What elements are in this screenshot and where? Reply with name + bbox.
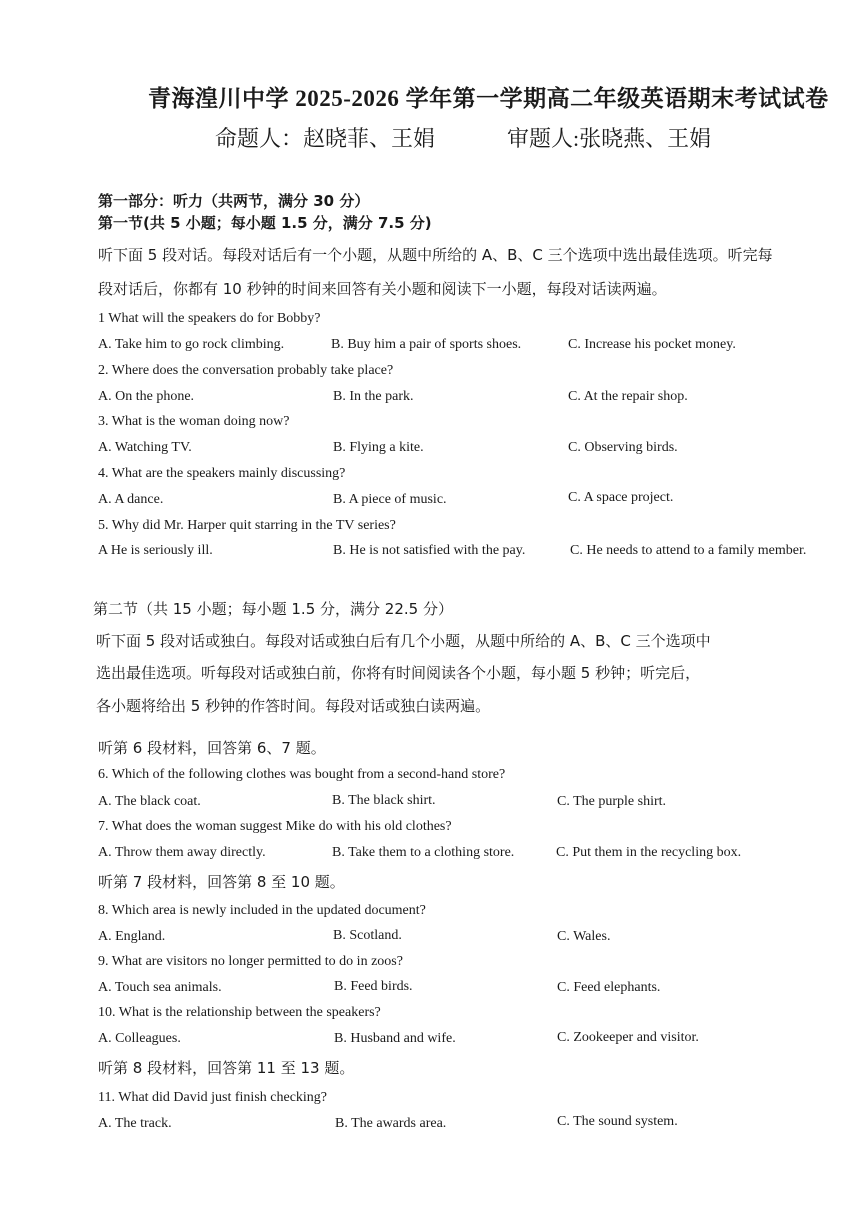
part1-heading: 第一部分：听力（共两节，满分 30 分） <box>98 192 370 210</box>
q6-option-b: B. The black shirt. <box>332 793 436 808</box>
setters-line: 命题人：赵晓菲、王娟 <box>215 126 436 151</box>
exam-title: 青海湟川中学 2025-2026 学年第一学期高二年级英语期末考试试卷 <box>148 86 829 111</box>
q10-option-b: B. Husband and wife. <box>334 1031 456 1046</box>
q10-option-a: A. Colleagues. <box>98 1031 181 1046</box>
q9-option-a: A. Touch sea animals. <box>98 980 222 995</box>
material-8-heading: 听第 8 段材料，回答第 11 至 13 题。 <box>98 1059 355 1077</box>
question-4: 4. What are the speakers mainly discussing? <box>98 466 346 481</box>
q11-option-c: C. The sound system. <box>557 1114 678 1129</box>
q2-option-b: B. In the park. <box>333 389 414 404</box>
material-6-heading: 听第 6 段材料，回答第 6、7 题。 <box>98 739 326 757</box>
section1-instructions-line2: 段对话后，你都有 10 秒钟的时间来回答有关小题和阅读下一小题，每段对话读两遍。 <box>98 280 667 298</box>
q1-option-c: C. Increase his pocket money. <box>568 337 736 352</box>
question-10: 10. What is the relationship between the speakers? <box>98 1005 381 1020</box>
q11-option-b: B. The awards area. <box>335 1116 447 1131</box>
section1-heading: 第一节(共 5 小题；每小题 1.5 分，满分 7.5 分) <box>98 214 432 232</box>
section2-instructions-line1: 听下面 5 段对话或独白。每段对话或独白后有几个小题，从题中所给的 A、B、C 三个选项中 <box>96 632 711 650</box>
q1-option-a: A. Take him to go rock climbing. <box>98 337 285 352</box>
section2-instructions-line2: 选出最佳选项。听每段对话或独白前，你将有时间阅读各个小题，每小题 5 秒钟；听完后， <box>96 664 701 682</box>
question-2: 2. Where does the conversation probably take place? <box>98 363 394 378</box>
question-3: 3. What is the woman doing now? <box>98 414 290 429</box>
question-7: 7. What does the woman suggest Mike do with his old clothes? <box>98 819 452 834</box>
q3-option-a: A. Watching TV. <box>98 440 192 455</box>
q10-option-c: C. Zookeeper and visitor. <box>557 1030 699 1045</box>
q9-option-c: C. Feed elephants. <box>557 980 661 995</box>
q7-option-c: C. Put them in the recycling box. <box>556 845 742 860</box>
q6-option-a: A. The black coat. <box>98 794 201 809</box>
q8-option-a: A. England. <box>98 929 166 944</box>
q5-option-c: C. He needs to attend to a family member. <box>570 543 807 558</box>
section2-instructions-line3: 各小题将给出 5 秒钟的作答时间。每段对话或独白读两遍。 <box>96 697 491 715</box>
q8-option-c: C. Wales. <box>557 929 611 944</box>
q4-option-b: B. A piece of music. <box>333 492 447 507</box>
q4-option-a: A. A dance. <box>98 492 164 507</box>
q3-option-b: B. Flying a kite. <box>333 440 424 455</box>
q2-option-c: C. At the repair shop. <box>568 389 688 404</box>
q5-option-a: A He is seriously ill. <box>98 543 213 558</box>
q5-option-b: B. He is not satisfied with the pay. <box>333 543 526 558</box>
section1-instructions-line1: 听下面 5 段对话。每段对话后有一个小题，从题中所给的 A、B、C 三个选项中选出最佳选项。听完每 <box>98 246 773 264</box>
q3-option-c: C. Observing birds. <box>568 440 678 455</box>
question-6: 6. Which of the following clothes was bought from a second-hand store? <box>98 767 506 782</box>
q8-option-b: B. Scotland. <box>333 928 402 943</box>
q11-option-a: A. The track. <box>98 1116 172 1131</box>
q7-option-b: B. Take them to a clothing store. <box>332 845 515 860</box>
question-9: 9. What are visitors no longer permitted to do in zoos? <box>98 954 403 969</box>
reviewers-line: 审题人:张晓燕、王娟 <box>507 126 712 151</box>
question-5: 5. Why did Mr. Harper quit starring in the TV series? <box>98 518 396 533</box>
section2-heading: 第二节（共 15 小题；每小题 1.5 分，满分 22.5 分） <box>93 600 453 618</box>
q9-option-b: B. Feed birds. <box>334 979 413 994</box>
q7-option-a: A. Throw them away directly. <box>98 845 266 860</box>
material-7-heading: 听第 7 段材料，回答第 8 至 10 题。 <box>98 873 345 891</box>
q1-option-b: B. Buy him a pair of sports shoes. <box>331 337 522 352</box>
q2-option-a: A. On the phone. <box>98 389 195 404</box>
question-8: 8. Which area is newly included in the updated document? <box>98 903 426 918</box>
question-1: 1 What will the speakers do for Bobby? <box>98 311 321 326</box>
question-11: 11. What did David just finish checking? <box>98 1090 328 1105</box>
q4-option-c: C. A space project. <box>568 490 674 505</box>
q6-option-c: C. The purple shirt. <box>557 794 667 809</box>
